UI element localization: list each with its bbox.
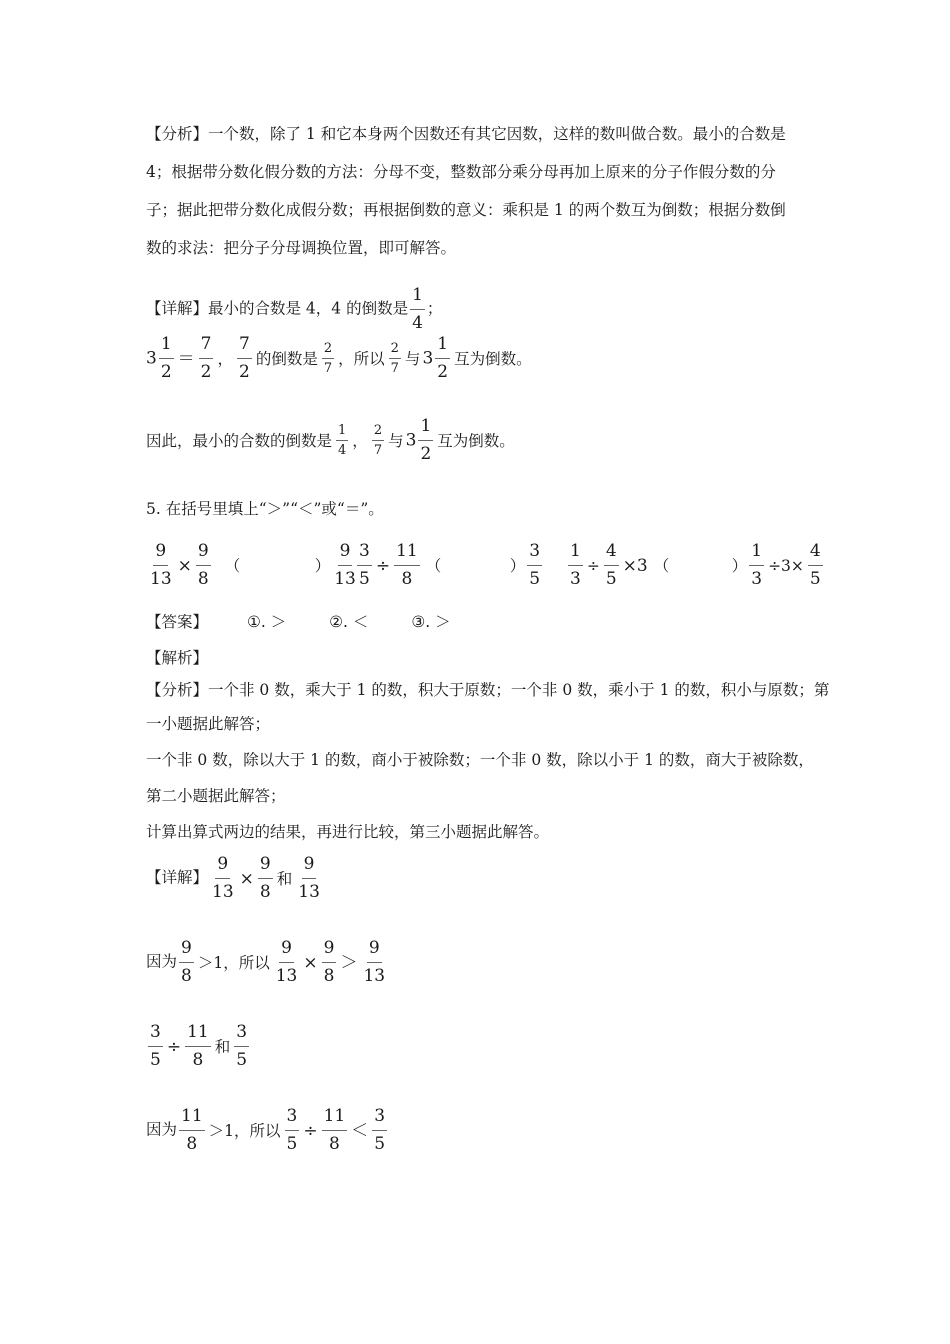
fraction: $\frac{9}{8}$ bbox=[259, 854, 271, 902]
fraction: $\frac{9}{13}$ bbox=[334, 541, 356, 589]
analysis2-label: 【解析】 bbox=[146, 649, 209, 667]
q5-item-1: $\frac{9}{13}$ × $\frac{9}{8}$ （ ） $\frac{9}{13}$ bbox=[150, 541, 356, 589]
fraction: $\frac{7}{2}$ bbox=[239, 334, 250, 382]
detail2-line-3: $\frac{3}{5}$ ÷ $\frac{11}{8}$ 和 $\frac{3}{5}$ bbox=[150, 1022, 248, 1070]
analysis2-line-2: 一小题据此解答； bbox=[146, 715, 271, 733]
fraction: $\frac{9}{8}$ bbox=[181, 938, 192, 986]
fraction: $\frac{3}{5}$ bbox=[374, 1106, 386, 1154]
answer-label: 【答案】 bbox=[146, 613, 209, 631]
fraction: $\frac{1}{3}$ bbox=[570, 541, 581, 589]
answer-blank-3[interactable]: （ bbox=[653, 556, 670, 575]
fraction: $\frac{3}{5}$ bbox=[286, 1106, 298, 1154]
fraction: $\frac{2}{7}$ bbox=[390, 341, 399, 376]
analysis1-line-3: 子；据此把带分数化成假分数；再根据倒数的意义：乘积是 1 的两个数互为倒数；根据分数倒 bbox=[146, 201, 786, 219]
detail1-line-2: 3 $\frac{1}{2}$ ＝ $\frac{7}{2}$ ， $\frac{7}{2}$ 的倒数是 $\frac{2}{7}$ ，所以 $\frac{2}{7}$ 与 3 $\frac{1}{2}$ 互为倒数。 bbox=[146, 334, 532, 382]
detail1-line-3: 因此，最小的合数的倒数是 $\frac{1}{4}$ ， $\frac{2}{7}$ 与 3 $\frac{1}{2}$ 互为倒数。 bbox=[146, 416, 515, 464]
fraction: $\frac{2}{7}$ bbox=[373, 423, 383, 458]
fraction: $\frac{9}{8}$ bbox=[197, 541, 209, 589]
fraction: $\frac{3}{5}$ bbox=[236, 1022, 248, 1070]
fraction: $\frac{4}{5}$ bbox=[605, 541, 617, 589]
answer-blank-1[interactable]: （ bbox=[224, 556, 241, 575]
fraction: $\frac{3}{5}$ bbox=[359, 541, 370, 589]
answer-2: ②. ＜ bbox=[329, 613, 369, 631]
q5-item-3: $\frac{1}{3}$ ÷ $\frac{4}{5}$ ×3 （ ） $\frac{1}{3}$ ÷3× $\frac{4}{5}$ bbox=[570, 541, 821, 589]
detail2-line-2: 因为 $\frac{9}{8}$ ＞1，所以 $\frac{9}{13}$ × $\frac{9}{8}$ ＞ $\frac{9}{13}$ bbox=[146, 938, 386, 986]
fraction: $\frac{1}{4}$ bbox=[338, 423, 347, 458]
fraction: $\frac{9}{8}$ bbox=[323, 938, 335, 986]
fraction: $\frac{9}{13}$ bbox=[298, 854, 320, 902]
detail2-line-4: 因为 $\frac{11}{8}$ ＞1，所以 $\frac{3}{5}$ ÷ $\frac{11}{8}$ ＜ $\frac{3}{5}$ bbox=[146, 1106, 386, 1154]
fraction: $\frac{1}{2}$ bbox=[160, 334, 172, 382]
q5-item-2: $\frac{3}{5}$ ÷ $\frac{11}{8}$ （ ） $\frac{3}{5}$ bbox=[359, 541, 541, 589]
fraction: $\frac{11}{8}$ bbox=[323, 1106, 346, 1154]
detail2-prefix: 【详解】 bbox=[146, 868, 209, 887]
fraction: $\frac{11}{8}$ bbox=[181, 1106, 203, 1154]
fraction: $\frac{3}{5}$ bbox=[150, 1022, 161, 1070]
fraction: $\frac{9}{13}$ bbox=[212, 854, 234, 902]
fraction: $\frac{9}{13}$ bbox=[363, 938, 386, 986]
fraction: $\frac{2}{7}$ bbox=[323, 341, 333, 376]
fraction: $\frac{11}{8}$ bbox=[396, 541, 418, 589]
detail1-line-1: 【详解】最小的合数是 4，4 的倒数是 $\frac{1}{4}$ ； bbox=[146, 285, 443, 333]
fraction: $\frac{9}{13}$ bbox=[275, 938, 298, 986]
analysis1-line-2: 4；根据带分数化假分数的方法：分母不变，整数部分乘分母再加上原来的分子作假分数的分 bbox=[146, 163, 776, 181]
answer-blank-2[interactable]: （ bbox=[425, 556, 442, 575]
fraction: $\frac{11}{8}$ bbox=[187, 1022, 209, 1070]
fraction: $\frac{4}{5}$ bbox=[809, 541, 821, 589]
analysis1-line-4: 数的求法：把分子分母调换位置，即可解答。 bbox=[146, 239, 457, 257]
question-5-title: 5. 在括号里填上“＞”“＜”或“＝”。 bbox=[146, 500, 384, 518]
fraction: $\frac{1}{2}$ bbox=[437, 334, 449, 382]
analysis2-line-1: 【分析】一个非 0 数，乘大于 1 的数，积大于原数；一个非 0 数，乘小于 1 的数，积小与原数；第 bbox=[146, 681, 830, 699]
analysis1-line-1: 【分析】一个数，除了 1 和它本身两个因数还有其它因数，这样的数叫做合数。最小的合数是 bbox=[146, 125, 786, 143]
answer-line bbox=[146, 610, 451, 634]
answer-1: ①. ＞ bbox=[246, 613, 287, 631]
fraction: $\frac{7}{2}$ bbox=[200, 334, 212, 382]
answer-3: ③. ＞ bbox=[411, 613, 451, 631]
analysis2-line-3: 一个非 0 数，除以大于 1 的数，商小于被除数；一个非 0 数，除以小于 1 的数，商大于被除数， bbox=[146, 751, 814, 769]
detail2-line-1: 【详解】 $\frac{9}{13}$ × $\frac{9}{8}$ 和 $\frac{9}{13}$ bbox=[146, 854, 320, 902]
fraction: $\frac{9}{13}$ bbox=[150, 541, 172, 589]
analysis2-line-4: 第二小题据此解答； bbox=[146, 787, 286, 805]
fraction: $\frac{1}{2}$ bbox=[420, 416, 432, 464]
fraction: $\frac{3}{5}$ bbox=[529, 541, 541, 589]
detail1-prefix: 【详解】最小的合数是 4，4 的倒数是 bbox=[146, 299, 409, 318]
fraction: $\frac{1}{4}$ bbox=[412, 285, 423, 333]
fraction: $\frac{1}{3}$ bbox=[751, 541, 763, 589]
analysis2-line-5: 计算出算式两边的结果，再进行比较，第三小题据此解答。 bbox=[146, 823, 550, 841]
